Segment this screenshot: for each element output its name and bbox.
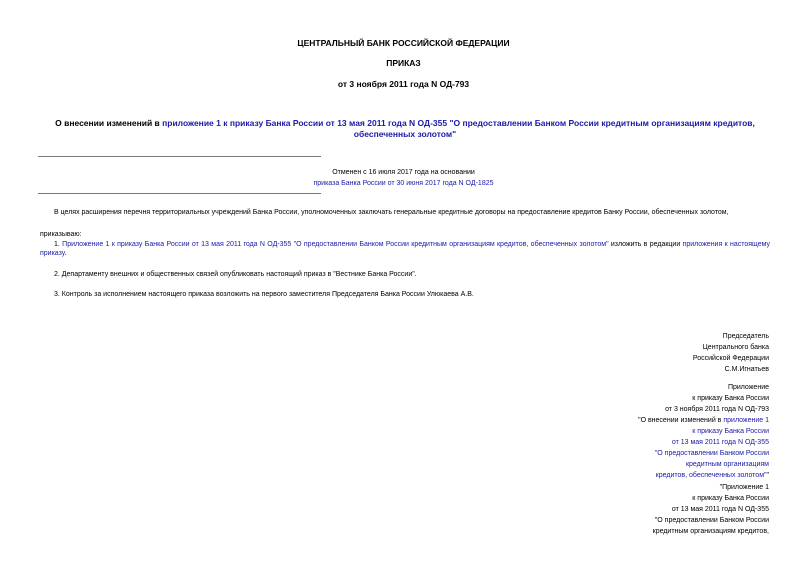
item-3: 3. Контроль за исполнением настоящего приказа возложить на первого заместителя Председателя Банка России Улюкаева А.В.	[54, 291, 474, 298]
item-1	[40, 240, 770, 258]
appendix-link[interactable]: приложение 1	[723, 417, 769, 424]
document-date-number: от 3 ноября 2011 года N ОД-793	[337, 79, 470, 89]
document-subject	[30, 118, 780, 141]
appendix-link-line[interactable]: кредитным организациям	[685, 461, 769, 468]
item-1-link-appendix[interactable]: приложения к настоящему приказу	[40, 241, 770, 258]
appendix-link-line[interactable]: "О предоставлении Банком России	[654, 450, 769, 457]
appendix-1-line: от 13 мая 2011 года N ОД-355	[671, 506, 769, 513]
appendix-line: Приложение	[727, 384, 769, 391]
signature-line: Центрального банка	[702, 344, 769, 351]
item-1-link[interactable]: Приложение 1 к приказу Банка России от 13 мая 2011 года N ОД-355 "О предоставлении Банком России кредитным организациям кредитов, обеспеченных золотом"	[62, 241, 609, 248]
appendix-link-line[interactable]: кредитов, обеспеченных золотом"	[655, 472, 767, 479]
repeal-link[interactable]: приказа Банка России от 30 июня 2017 года N ОД-1825	[313, 180, 494, 188]
appendix-1-line: к приказу Банка России	[692, 495, 769, 502]
subject-link[interactable]: приложение 1 к приказу Банка России от 13 мая 2011 года N ОД-355 "О предоставлении Банком России кредитным организациям кредитов, обеспеченных золотом"	[162, 118, 755, 140]
bank-name: ЦЕНТРАЛЬНЫЙ БАНК РОССИЙСКОЙ ФЕДЕРАЦИИ	[297, 38, 510, 48]
item-2: 2. Департаменту внешних и общественных связей опубликовать настоящий приказ в "Вестнике Банка России".	[54, 271, 417, 278]
subject-prefix: О внесении изменений в	[55, 118, 163, 128]
repeal-note	[200, 168, 607, 188]
item-1-number: 1.	[54, 241, 63, 248]
appendix-line	[638, 471, 769, 482]
appendix-line: к приказу Банка России	[692, 395, 769, 402]
appendix-1-block	[653, 483, 769, 538]
signature-line: Председатель	[722, 333, 769, 340]
divider-bottom	[38, 193, 321, 194]
order-word: приказываю:	[40, 231, 82, 238]
appendix-1-line: кредитным организациям кредитов,	[652, 528, 769, 535]
appendix-link-line[interactable]: к приказу Банка России	[692, 428, 769, 435]
appendix-closing: "	[766, 472, 769, 479]
item-1-end: .	[64, 250, 67, 258]
appendix-line	[638, 416, 769, 427]
appendix-block	[638, 383, 769, 482]
divider-top	[38, 156, 321, 157]
signature-block	[693, 332, 769, 376]
appendix-link-line[interactable]: от 13 мая 2011 года N ОД-355	[671, 439, 769, 446]
document-type: ПРИКАЗ	[386, 58, 421, 68]
appendix-1-line: "О предоставлении Банком России	[654, 517, 769, 524]
appendix-1-line: "Приложение 1	[719, 484, 769, 491]
signature-line: С.М.Игнатьев	[724, 366, 769, 373]
repeal-line: Отменен с 16 июля 2017 года на основании	[332, 169, 475, 176]
appendix-text: "О внесении изменений в	[638, 417, 724, 424]
signature-line: Российской Федерации	[692, 355, 769, 362]
item-1-text: изложить в редакции	[608, 241, 683, 248]
preamble: В целях расширения перечня территориальных учреждений Банка России, уполномоченных заключать генеральные кредитные договоры на предоставление кредитов Банку России, обеспеченных золотом,	[54, 209, 729, 216]
appendix-line: от 3 ноября 2011 года N ОД-793	[665, 406, 769, 413]
